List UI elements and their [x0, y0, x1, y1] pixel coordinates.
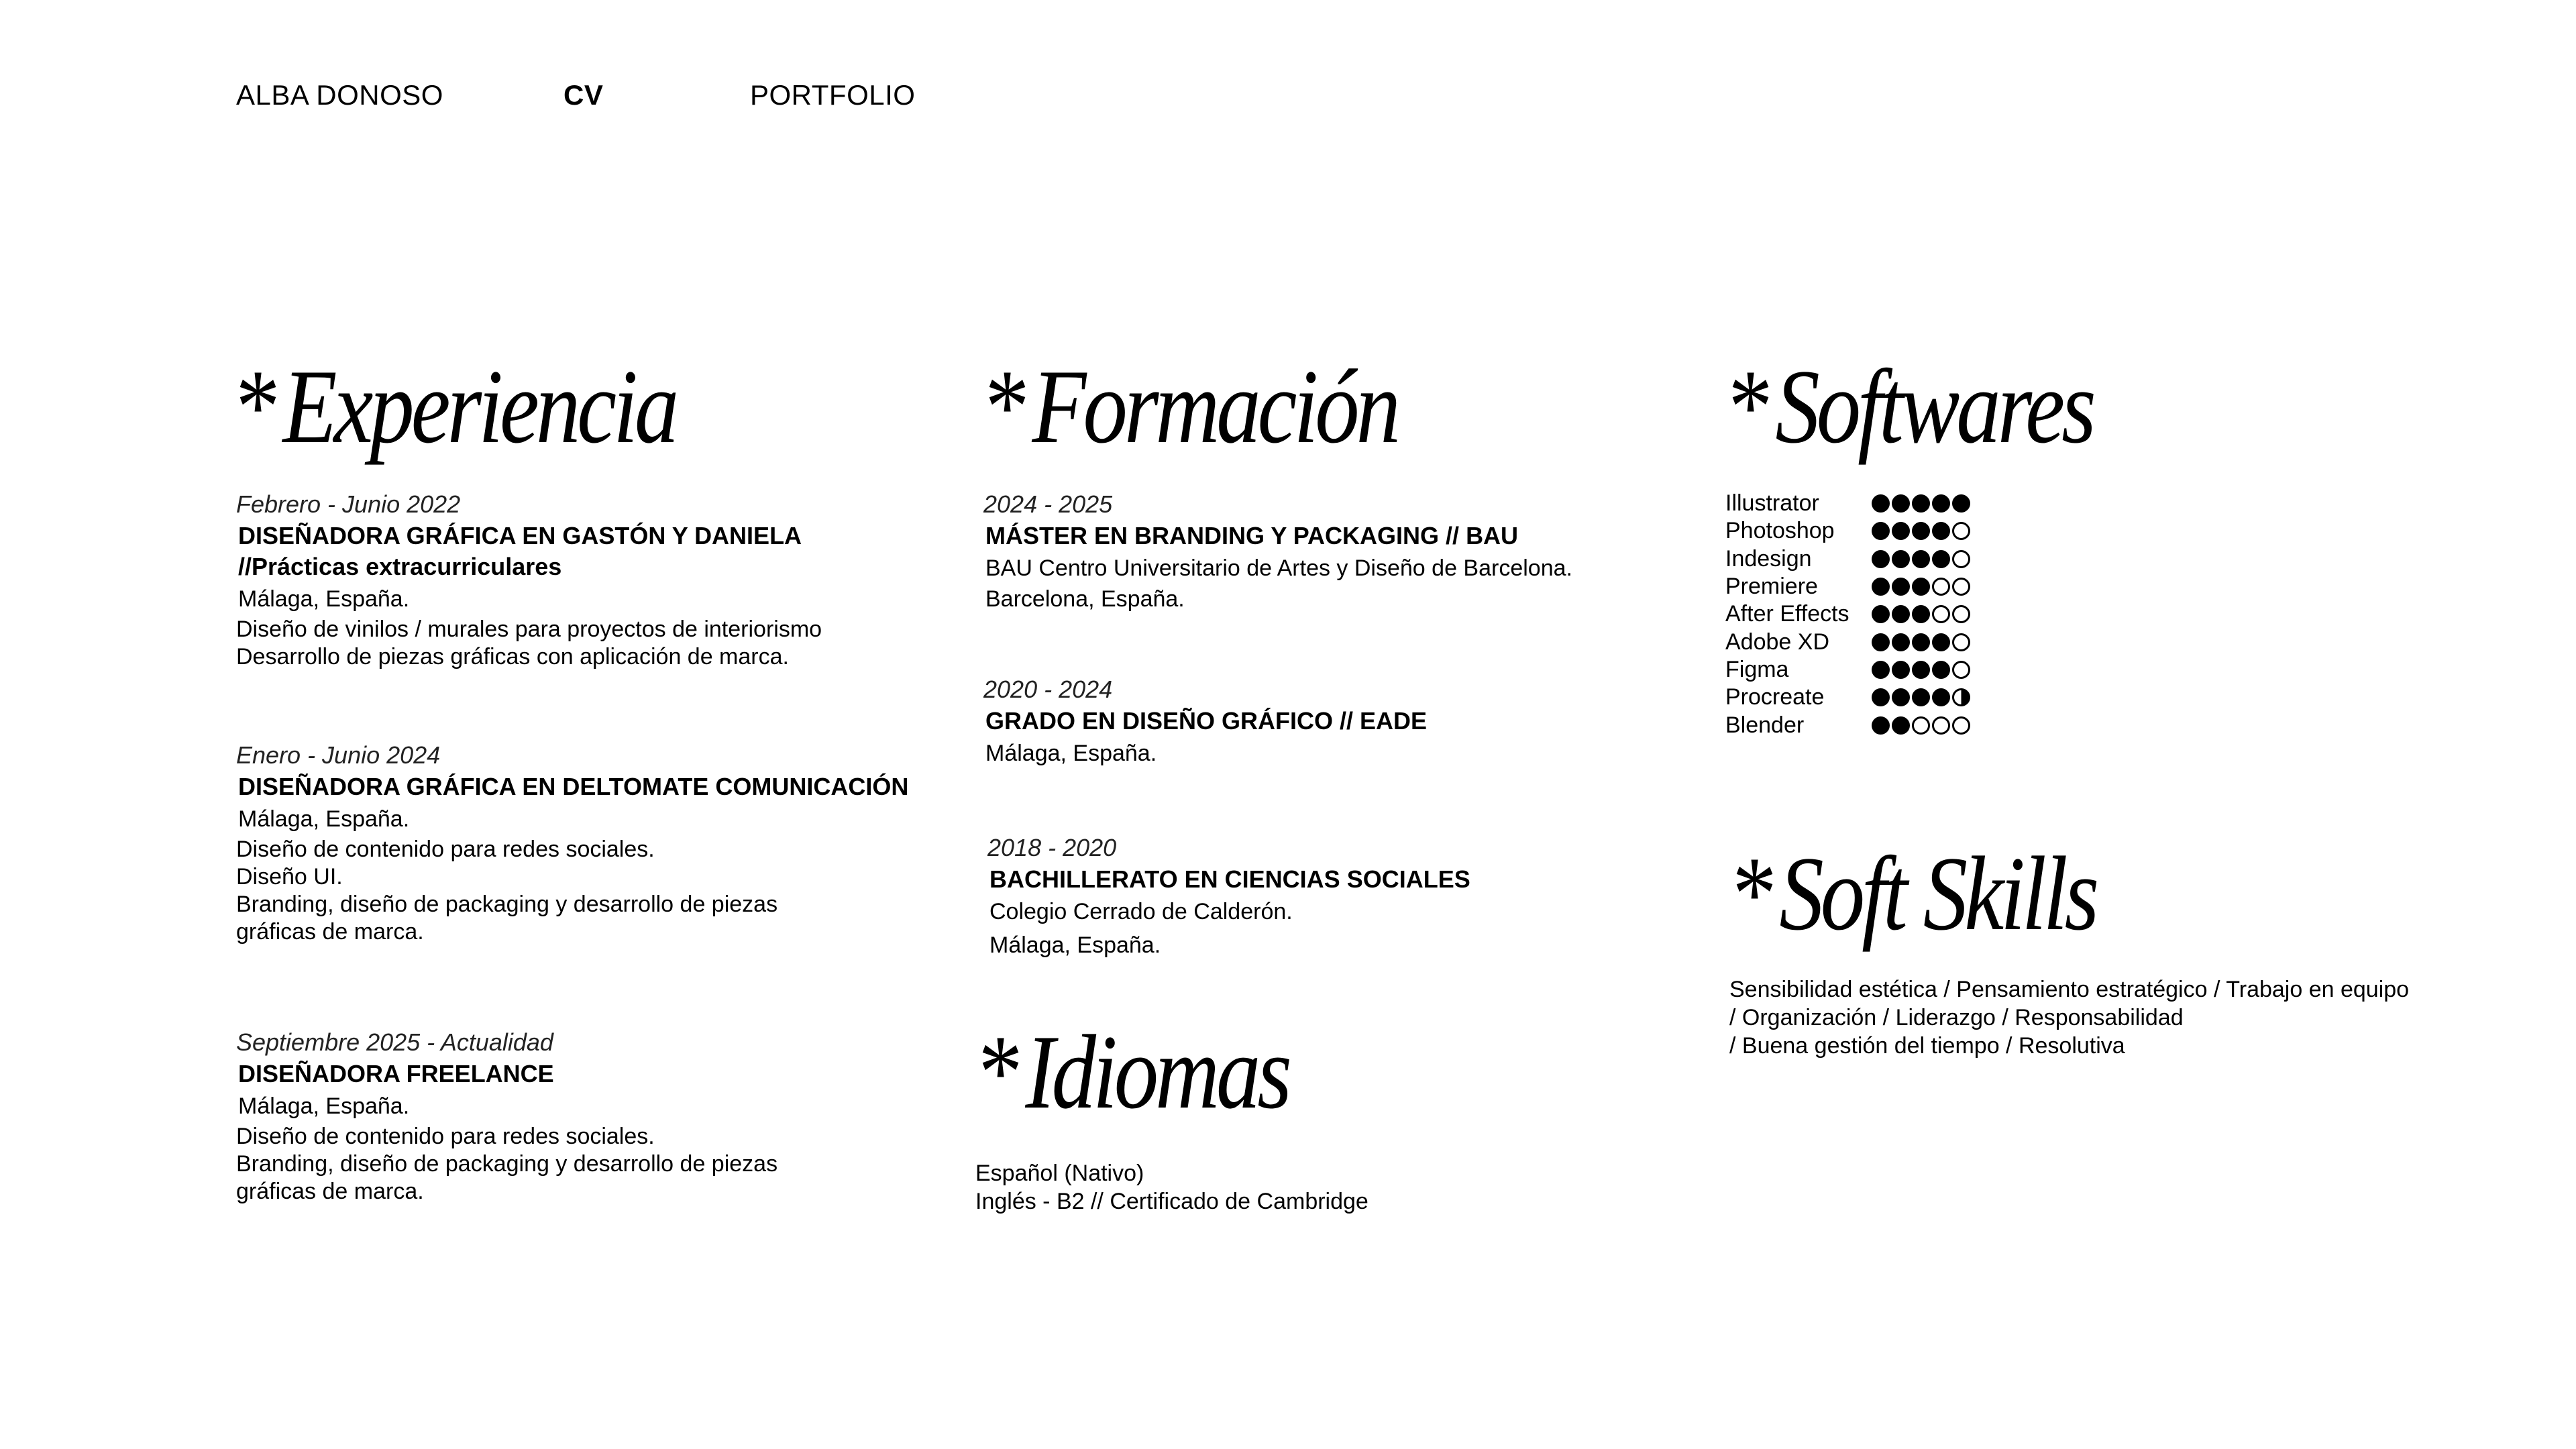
rating-dots — [1872, 522, 1970, 540]
empty-dot-icon — [1932, 716, 1950, 735]
entry-date: 2018 - 2020 — [987, 834, 1117, 861]
education-entry-2 — [983, 674, 1681, 770]
softwares-title: *Softwares — [1724, 348, 2093, 466]
filled-dot-icon — [1912, 522, 1930, 540]
entry-role: BACHILLERATO EN CIENCIAS SOCIALES — [989, 865, 1470, 893]
entry-role-note: //Prácticas extracurriculares — [238, 553, 562, 580]
filled-dot-icon — [1892, 578, 1910, 596]
software-list — [1725, 490, 1970, 739]
software-name: Photoshop — [1725, 518, 1835, 544]
asterisk-icon: * — [1728, 835, 1773, 953]
experience-entry-1 — [236, 488, 934, 671]
entry-line: Málaga, España. — [989, 932, 1161, 958]
empty-dot-icon — [1952, 605, 1970, 623]
filled-dot-icon — [1892, 550, 1910, 568]
entry-line: Málaga, España. — [985, 741, 1157, 766]
software-name: Illustrator — [1725, 490, 1819, 517]
filled-dot-icon — [1872, 494, 1890, 513]
entry-description: Diseño de vinilos / murales para proyectos de interiorismo Desarrollo de piezas gráficas con aplicación de marca. — [236, 616, 822, 669]
nav-name-link[interactable]: ALBA DONOSO — [236, 79, 443, 111]
empty-dot-icon — [1952, 633, 1970, 651]
filled-dot-icon — [1892, 633, 1910, 651]
entry-role: DISEÑADORA GRÁFICA EN DELTOMATE COMUNICACIÓN — [238, 773, 909, 800]
asterisk-icon: * — [974, 1014, 1019, 1131]
filled-dot-icon — [1932, 633, 1950, 651]
filled-dot-icon — [1872, 661, 1890, 679]
software-row — [1725, 490, 1970, 517]
software-row — [1725, 628, 1970, 655]
filled-dot-icon — [1912, 688, 1930, 706]
rating-dots — [1872, 550, 1970, 568]
entry-place: Málaga, España. — [238, 586, 410, 612]
asterisk-icon: * — [231, 348, 276, 466]
language-item: Inglés - B2 // Certificado de Cambridge — [975, 1189, 1368, 1214]
softskills-list: Sensibilidad estética / Pensamiento estratégico / Trabajo en equipo / Organización / Liderazgo / Responsabilidad / Buena gestión del tiempo / Resolutiva — [1729, 977, 2410, 1059]
idiomas-title: *Idiomas — [974, 1014, 1289, 1131]
entry-line: Colegio Cerrado de Calderón. — [989, 899, 1293, 924]
nav-portfolio-link[interactable]: PORTFOLIO — [750, 79, 916, 111]
asterisk-icon: * — [1724, 348, 1769, 466]
language-item: Español (Nativo) — [975, 1161, 1144, 1186]
experiencia-title: *Experiencia — [231, 348, 676, 466]
entry-place: Málaga, España. — [238, 806, 410, 832]
entry-role: GRADO EN DISEÑO GRÁFICO // EADE — [985, 707, 1428, 735]
filled-dot-icon — [1932, 550, 1950, 568]
entry-role: MÁSTER EN BRANDING Y PACKAGING // BAU — [985, 522, 1519, 549]
entry-place: Málaga, España. — [238, 1093, 410, 1119]
filled-dot-icon — [1912, 494, 1930, 513]
nav-cv-link[interactable]: CV — [564, 79, 604, 111]
filled-dot-icon — [1872, 633, 1890, 651]
filled-dot-icon — [1892, 522, 1910, 540]
empty-dot-icon — [1952, 661, 1970, 679]
filled-dot-icon — [1872, 716, 1890, 735]
rating-dots — [1872, 633, 1970, 651]
rating-dots — [1872, 716, 1970, 735]
rating-dots — [1872, 688, 1970, 706]
experience-entry-3 — [236, 1026, 934, 1205]
software-row — [1725, 600, 1970, 628]
asterisk-icon: * — [981, 348, 1026, 466]
entry-description: Diseño de contenido para redes sociales. Diseño UI. Branding, diseño de packaging y desarrollo de piezas gráficas de marca. — [236, 837, 778, 945]
filled-dot-icon — [1872, 605, 1890, 623]
empty-dot-icon — [1952, 550, 1970, 568]
software-row — [1725, 517, 1970, 545]
software-row — [1725, 684, 1970, 711]
software-row — [1725, 711, 1970, 739]
entry-role: DISEÑADORA GRÁFICA EN GASTÓN Y DANIELA — [238, 522, 802, 549]
filled-dot-icon — [1932, 688, 1950, 706]
experience-entry-2 — [236, 739, 934, 946]
filled-dot-icon — [1892, 688, 1910, 706]
languages-list — [975, 1159, 1368, 1216]
softskills-title: *Soft Skills — [1728, 835, 2096, 953]
filled-dot-icon — [1912, 605, 1930, 623]
entry-date: Enero - Junio 2024 — [236, 741, 441, 769]
empty-dot-icon — [1952, 716, 1970, 735]
filled-dot-icon — [1892, 661, 1910, 679]
entry-date: 2024 - 2025 — [983, 490, 1113, 518]
entry-description: Diseño de contenido para redes sociales. Branding, diseño de packaging y desarrollo de piezas gráficas de marca. — [236, 1124, 778, 1204]
empty-dot-icon — [1932, 578, 1950, 596]
filled-dot-icon — [1872, 688, 1890, 706]
entry-role: DISEÑADORA FREELANCE — [238, 1060, 554, 1087]
software-name: Premiere — [1725, 574, 1818, 600]
entry-date: Febrero - Junio 2022 — [236, 490, 461, 518]
filled-dot-icon — [1892, 605, 1910, 623]
rating-dots — [1872, 578, 1970, 596]
software-name: Procreate — [1725, 684, 1825, 710]
rating-dots — [1872, 605, 1970, 623]
empty-dot-icon — [1912, 716, 1930, 735]
half-dot-icon — [1952, 688, 1970, 706]
filled-dot-icon — [1912, 578, 1930, 596]
entry-line: BAU Centro Universitario de Artes y Diseño de Barcelona. — [985, 555, 1572, 581]
software-name: Indesign — [1725, 545, 1812, 572]
software-row — [1725, 573, 1970, 600]
software-name: After Effects — [1725, 601, 1849, 627]
filled-dot-icon — [1952, 494, 1970, 513]
filled-dot-icon — [1872, 550, 1890, 568]
formacion-title: *Formación — [981, 348, 1397, 466]
entry-date: 2020 - 2024 — [983, 676, 1113, 703]
education-entry-3 — [987, 832, 1685, 962]
software-name: Figma — [1725, 656, 1789, 682]
entry-line: Barcelona, España. — [985, 586, 1185, 612]
rating-dots — [1872, 494, 1970, 513]
rating-dots — [1872, 661, 1970, 679]
filled-dot-icon — [1932, 494, 1950, 513]
filled-dot-icon — [1932, 522, 1950, 540]
filled-dot-icon — [1912, 661, 1930, 679]
software-row — [1725, 656, 1970, 684]
software-name: Blender — [1725, 712, 1805, 738]
filled-dot-icon — [1912, 633, 1930, 651]
empty-dot-icon — [1952, 522, 1970, 540]
filled-dot-icon — [1872, 578, 1890, 596]
filled-dot-icon — [1892, 716, 1910, 735]
education-entry-1 — [983, 488, 1681, 613]
empty-dot-icon — [1952, 578, 1970, 596]
filled-dot-icon — [1912, 550, 1930, 568]
software-name: Adobe XD — [1725, 629, 1829, 655]
software-row — [1725, 545, 1970, 573]
filled-dot-icon — [1892, 494, 1910, 513]
filled-dot-icon — [1932, 661, 1950, 679]
filled-dot-icon — [1872, 522, 1890, 540]
empty-dot-icon — [1932, 605, 1950, 623]
entry-date: Septiembre 2025 - Actualidad — [236, 1028, 553, 1056]
